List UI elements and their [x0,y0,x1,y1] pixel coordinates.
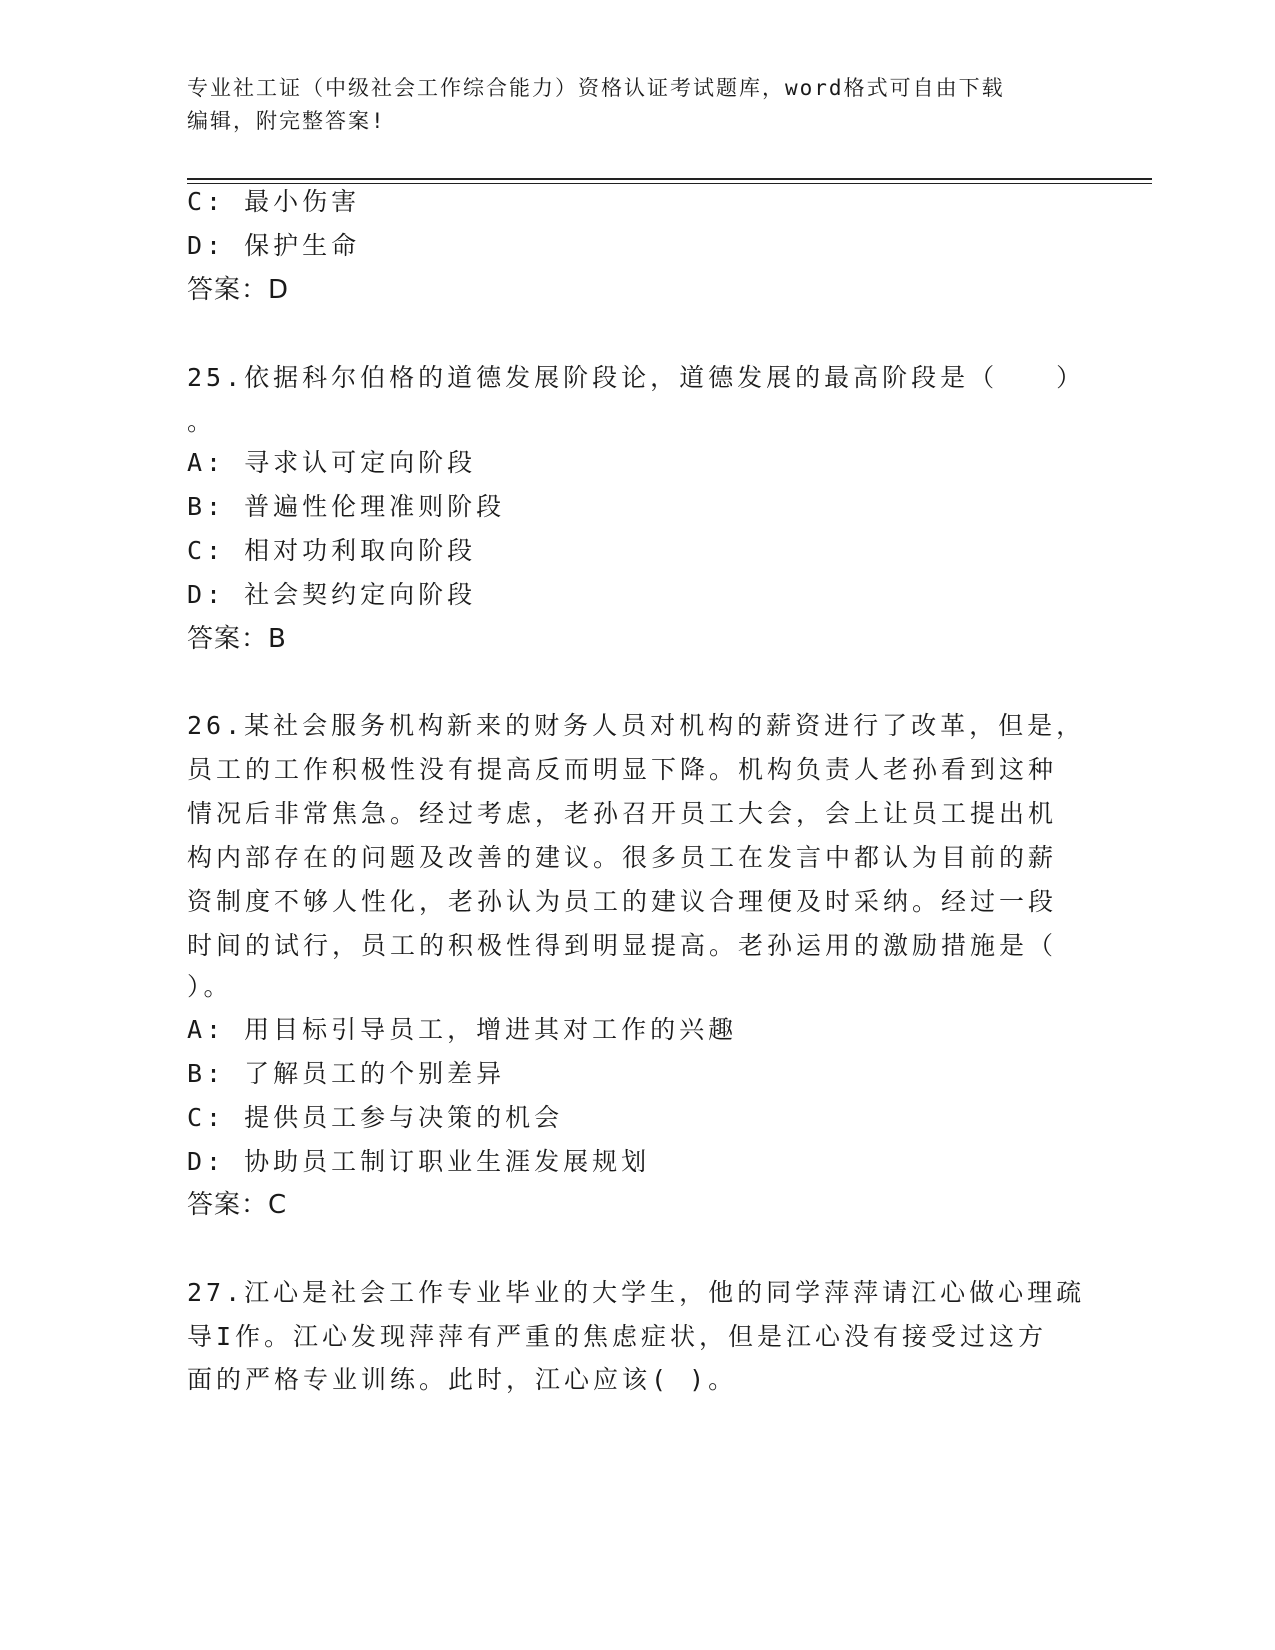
q25-option-c: C: 相对功利取向阶段 [187,536,477,565]
q25-stem-line-2: 。 [187,407,217,436]
q25-option-a: A: 寻求认可定向阶段 [187,448,477,477]
q24-option-d: D: 保护生命 [187,231,361,260]
q26-option-d: D: 协助员工制订职业生涯发展规划 [187,1147,651,1176]
q25-stem-line-1: 25.依据科尔伯格的道德发展阶段论，道德发展的最高阶段是（ ） [187,363,1086,392]
q26-answer: 答案：C [187,1190,288,1220]
q27-stem-line-2: 导I作。江心发现萍萍有严重的焦虑症状，但是江心没有接受过这方 [187,1322,1048,1351]
document-page [187,0,1152,1650]
page-header [187,72,1087,138]
q26-option-b: B: 了解员工的个别差异 [187,1059,506,1088]
q26-stem-line-7: ）。 [187,972,233,1001]
q26-option-a: A: 用目标引导员工，增进其对工作的兴趣 [187,1015,738,1044]
q25-option-d: D: 社会契约定向阶段 [187,580,477,609]
q26-stem-line-3: 情况后非常焦急。经过考虑，老孙召开员工大会，会上让员工提出机 [187,799,1058,828]
q25-answer: 答案：B [187,624,287,654]
q26-option-c: C: 提供员工参与决策的机会 [187,1103,564,1132]
q26-stem-line-1: 26.某社会服务机构新来的财务人员对机构的薪资进行了改革，但是， [187,711,1086,740]
q26-stem-line-2: 员工的工作积极性没有提高反而明显下降。机构负责人老孙看到这种 [187,755,1058,784]
q24-option-c: C: 最小伤害 [187,187,361,216]
q25-option-b: B: 普遍性伦理准则阶段 [187,492,506,521]
q27-stem-line-1: 27.江心是社会工作专业毕业的大学生，他的同学萍萍请江心做心理疏 [187,1278,1086,1307]
header-line-1: 专业社工证（中级社会工作综合能力）资格认证考试题库，word格式可自由下载 [187,76,1005,100]
header-line-2: 编辑，附完整答案! [187,109,386,133]
q26-stem-line-6: 时间的试行，员工的积极性得到明显提高。老孙运用的激励措施是（ [187,931,1058,960]
q24-answer: 答案：D [187,275,290,305]
q26-stem-line-5: 资制度不够人性化，老孙认为员工的建议合理便及时采纳。经过一段 [187,887,1058,916]
q27-stem-line-3: 面的严格专业训练。此时，江心应该( )。 [187,1365,738,1394]
q26-stem-line-4: 构内部存在的问题及改善的建议。很多员工在发言中都认为目前的薪 [187,843,1058,872]
